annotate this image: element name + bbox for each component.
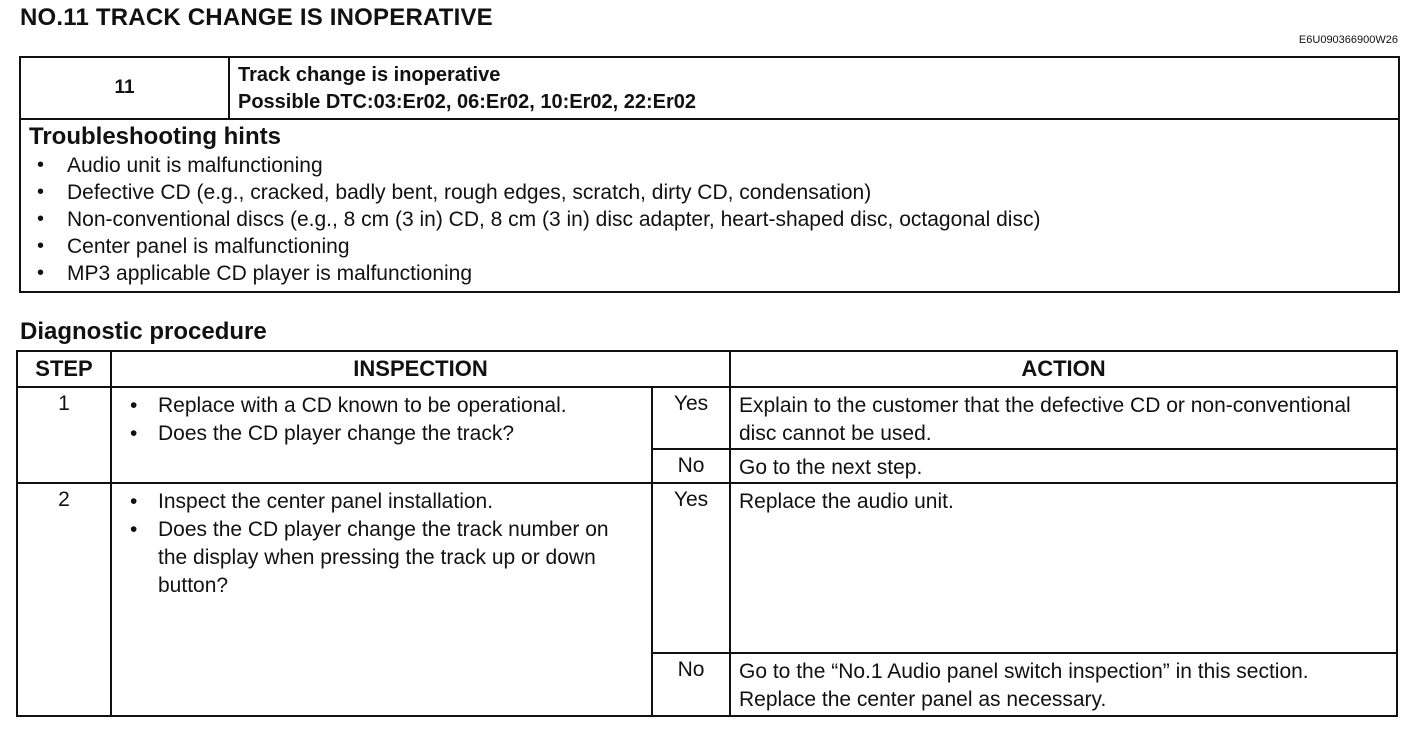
no-action: Go to the next step.	[730, 449, 1397, 483]
document-id: E6U090366900W26	[1298, 34, 1398, 46]
col-header-step: STEP	[17, 351, 111, 387]
inspection-item: • Replace with a CD known to be operational.	[112, 392, 651, 420]
hint-item: • Audio unit is malfunctioning	[29, 152, 1398, 179]
symptom-title: Track change is inoperative	[238, 64, 501, 86]
yes-action: Replace the audio unit.	[730, 483, 1397, 653]
inspection-cell	[111, 483, 652, 716]
yes-label: Yes	[652, 387, 730, 449]
no-action: Go to the “No.1 Audio panel switch inspection” in this section. Replace the center panel as necessary.	[730, 653, 1397, 716]
hint-item: • Center panel is malfunctioning	[29, 233, 1398, 260]
yes-action: Explain to the customer that the defective CD or non-conventional disc cannot be used.	[730, 387, 1397, 449]
troubleshooting-hints	[21, 120, 1398, 291]
hint-item: • MP3 applicable CD player is malfunctioning	[29, 260, 1398, 287]
diagnostic-procedure-title: Diagnostic procedure	[20, 318, 267, 345]
table-header-row	[17, 351, 1397, 387]
yes-label: Yes	[652, 483, 730, 653]
inspection-cell	[111, 387, 652, 483]
inspection-item: • Does the CD player change the track number on the display when pressing the track up or down button?	[112, 516, 651, 600]
step-number: 2	[17, 483, 111, 716]
col-header-inspection: INSPECTION	[111, 351, 730, 387]
hint-item: • Non-conventional discs (e.g., 8 cm (3 in) CD, 8 cm (3 in) disc adapter, heart-shaped disc, octagonal disc)	[29, 206, 1398, 233]
diagnostic-procedure-table	[16, 350, 1398, 717]
possible-dtc: Possible DTC:03:Er02, 06:Er02, 10:Er02, 22:Er02	[238, 91, 697, 113]
hints-title: Troubleshooting hints	[29, 123, 281, 150]
symptom-box	[19, 56, 1400, 293]
inspection-item: • Does the CD player change the track?	[112, 420, 651, 448]
hint-item: • Defective CD (e.g., cracked, badly bent, rough edges, scratch, dirty CD, condensation)	[29, 179, 1398, 206]
no-label: No	[652, 653, 730, 716]
page-title: NO.11 TRACK CHANGE IS INOPERATIVE	[20, 4, 493, 31]
table-row	[17, 387, 1397, 449]
symptom-description	[230, 58, 696, 118]
hints-list	[29, 152, 1398, 287]
inspection-item: • Inspect the center panel installation.	[112, 488, 651, 516]
no-label: No	[652, 449, 730, 483]
step-number: 1	[17, 387, 111, 483]
symptom-number: 11	[21, 58, 230, 118]
col-header-action: ACTION	[730, 351, 1397, 387]
symptom-header-row	[21, 58, 1398, 120]
table-row	[17, 483, 1397, 653]
